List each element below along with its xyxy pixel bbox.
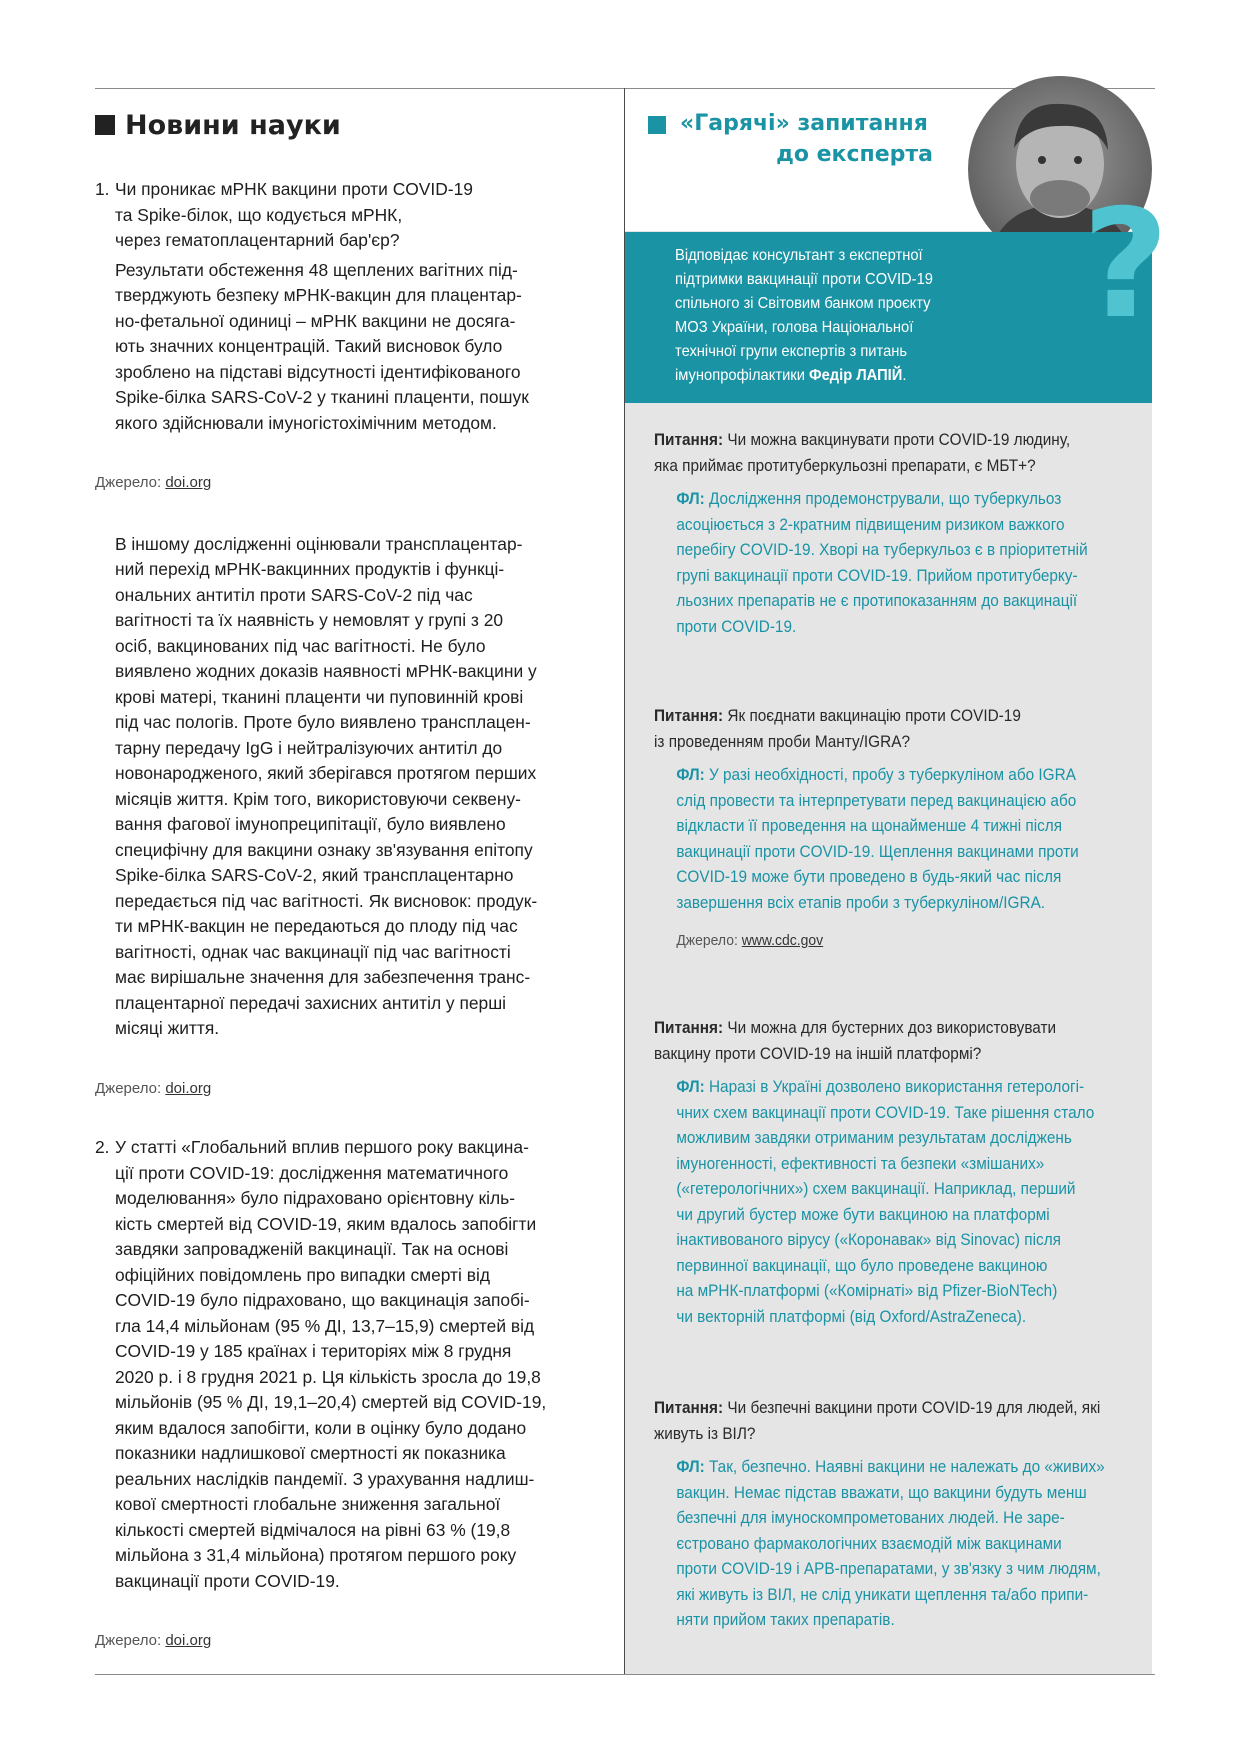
qa-answer: ФЛ: Так, безпечно. Наявні вакцини не належать до «живих» вакцин. Немає підстав вважати, що вакцини будуть менш безпечні для імуноскомпрометованих людей. Не заре- єстровано фармакологічних взаємодій між вакцинами проти COVID-19 і АРВ-препаратами, у зв'язку з чим людям, які живуть із ВІЛ, не слід уникати щеплення та/або припи- няти прийом таких препаратів. (676, 1458, 1105, 1629)
square-bullet-icon (95, 115, 115, 135)
source-link[interactable]: doi.org (165, 474, 212, 491)
qa-question: Питання: Як поєднати вакцинацію проти COVID-19 із проведенням проби Манту/IGRA? (654, 707, 1021, 751)
qa-answer: ФЛ: Наразі в Україні дозволено використання гетерологі- чних схем вакцинації проти COVID-19. Таке рішення стало можливим завдяки отриманим результатам досліджень імуногенності, ефективності та безпеки «змішаних» («гетерологічних») схем вакцинації. Наприклад, перший чи другий бустер може бути вакциною на платформі інактивованого вірусу («Коронавак» від Sinovac) після первинної вакцинації, що було проведене вакциною на мРНК-платформі («Комірнаті» від Pfizer-BioNTech) чи векторній платформі (від Oxford/AstraZeneca). (676, 1078, 1095, 1326)
source-link[interactable]: www.cdc.gov (741, 932, 824, 949)
expert-section-title: «Гарячі» запитання до експерта (648, 108, 933, 170)
news-item-2 (95, 1135, 595, 1654)
news-body: В іншому дослідженні оцінювали трансплацентар- ний перехід мРНК-вакцинних продуктів і функці- ональних антитіл проти SARS-CoV-2 під час вагітності та їх наявність у немовлят у групі з 20 осіб, вакцинованих під час вагітності. Не було виявлено жодних доказів наявності мРНК-вакцини у крові матері, тканині плаценти чи пуповинній крові під час пологів. Проте було виявлено трансплацен- тарну передачу IgG і нейтралізуючих антитіл до новонародженого, який зберігався протягом перших місяців життя. Крім того, використовуючи секвену- вання фагової імунопреципітації, було виявлено специфічну для вакцини ознаку зв'язування епітопу Spike-білка SARS-CoV-2, який трансплацентарно передається під час вагітності. Як висновок: продук- ти мРНК-вакцин не передаються до плоду під час вагітності, однак час вакцинації під час вагітності має вирішальне значення для забезпечення транс- плацентарної передачі захисних антитіл у перші місяці життя. (115, 533, 538, 1038)
item-number: 1. (95, 179, 110, 199)
qa-block-4 (654, 1396, 1110, 1634)
qa-question: Питання: Чи безпечні вакцини проти COVID-19 для людей, які живуть із ВІЛ? (654, 1399, 1101, 1443)
news-body: 2. У статті «Глобальний вплив першого року вакцина- ції проти COVID-19: дослідження математичного моделювання» було підраховано орієнтовну кіль- кість смертей від COVID-19, яким вдалось запобігти завдяки запровадженій вакцинації. Так на основі офіційних повідомлень про випадки смерті від COVID-19 було підраховано, що вакцинація запобі- гла 14,4 мільйонам (95 % ДІ, 13,7–15,9) смертей від COVID-19 у 185 країнах і територіях між 8 грудня 2020 р. і 8 грудня 2021 р. Ця кількість зросла до 19,8 мільйонів (95 % ДІ, 19,1–20,4) смертей від COVID-19, яким вдалося запобігти, коли в оцінку було додано показники надлишкової смертності як показника реальних наслідків пандемії. З урахування надлиш- кової смертності глобальне зниження загальної кількості смертей відмічалося на рівні 63 % (19,8 мільйона з 31,4 мільйона) протягом першого року вакцинації проти COVID-19. (95, 1137, 547, 1591)
qa-block-2 (654, 704, 1110, 954)
qa-question: Питання: Чи можна для бустерних доз використовувати вакцину проти COVID-19 на іншій платформі? (654, 1019, 1057, 1063)
expert-name: Федір ЛАПІЙ (809, 367, 903, 384)
science-news-column (95, 100, 595, 1654)
question-mark-icon: ? (1082, 178, 1170, 352)
news-body: Результати обстеження 48 щеплених вагітних під- тверджують безпеку мРНК-вакцин для плацентар- но-фетальної одиниці – мРНК вакцини не досяга- ють значних концентрацій. Такий висновок було зроблено на підставі відсутності ідентифікованого Spike-білка SARS-CoV-2 у тканині плаценти, пошук якого здійснювали імуногістохімічним методом. (115, 259, 529, 433)
qa-question: Питання: Чи можна вакцинувати проти COVID-19 людину, яка приймає протитуберкульозні препарати, є МБТ+? (654, 431, 1071, 475)
news-question: 1. Чи проникає мРНК вакцини проти COVID-19 та Spike-білок, що кодується мРНК, через гематоплацентарний бар'єр? (95, 179, 473, 250)
qa-answer: ФЛ: У разі необхідності, пробу з туберкуліном або IGRA слід провести та інтерпретувати перед вакцинацією або відкласти її проведення на щонайменше 4 тижні після вакцинації проти COVID-19. Щеплення вакцинами проти COVID-19 може бути проведено в будь-який час після завершення всіх етапів проби з туберкуліном/IGRA. (676, 766, 1079, 912)
source-link[interactable]: doi.org (165, 1079, 212, 1097)
qa-block-3 (654, 1016, 1110, 1330)
item-number: 2. (95, 1137, 110, 1157)
qa-answer: ФЛ: Дослідження продемонстрували, що туберкульоз асоціюється з 2-кратним підвищеним ризиком важкого перебігу COVID-19. Хворі на туберкульоз є в пріоритетній групі вакцинації проти COVID-19. Прийом протитуберку- льозних препаратів не є протипоказанням до вакцинації проти COVID-19. (676, 490, 1088, 636)
square-bullet-icon (648, 116, 666, 134)
source-line: Джерело: doi.org (95, 474, 212, 491)
expert-intro-text: Відповідає консультант з експертної підтримки вакцинації проти COVID-19 спільного зі Світовим банком проєкту МОЗ України, голова Національної технічної групи експертів з питань імунопрофілактики Федір ЛАПІЙ. (675, 247, 933, 384)
section-title (95, 100, 595, 150)
qa-block-1 (654, 428, 1110, 640)
news-item-1 (95, 177, 595, 496)
bottom-rule (95, 1674, 1155, 1675)
source-link[interactable]: doi.org (165, 1632, 212, 1649)
source-line: Джерело: doi.org (95, 1079, 212, 1097)
source-line: Джерело: doi.org (95, 1632, 212, 1649)
source-line: Джерело: www.cdc.gov (676, 932, 824, 949)
news-item-1b (95, 532, 595, 1102)
section-title-text: Новини науки (125, 109, 341, 141)
